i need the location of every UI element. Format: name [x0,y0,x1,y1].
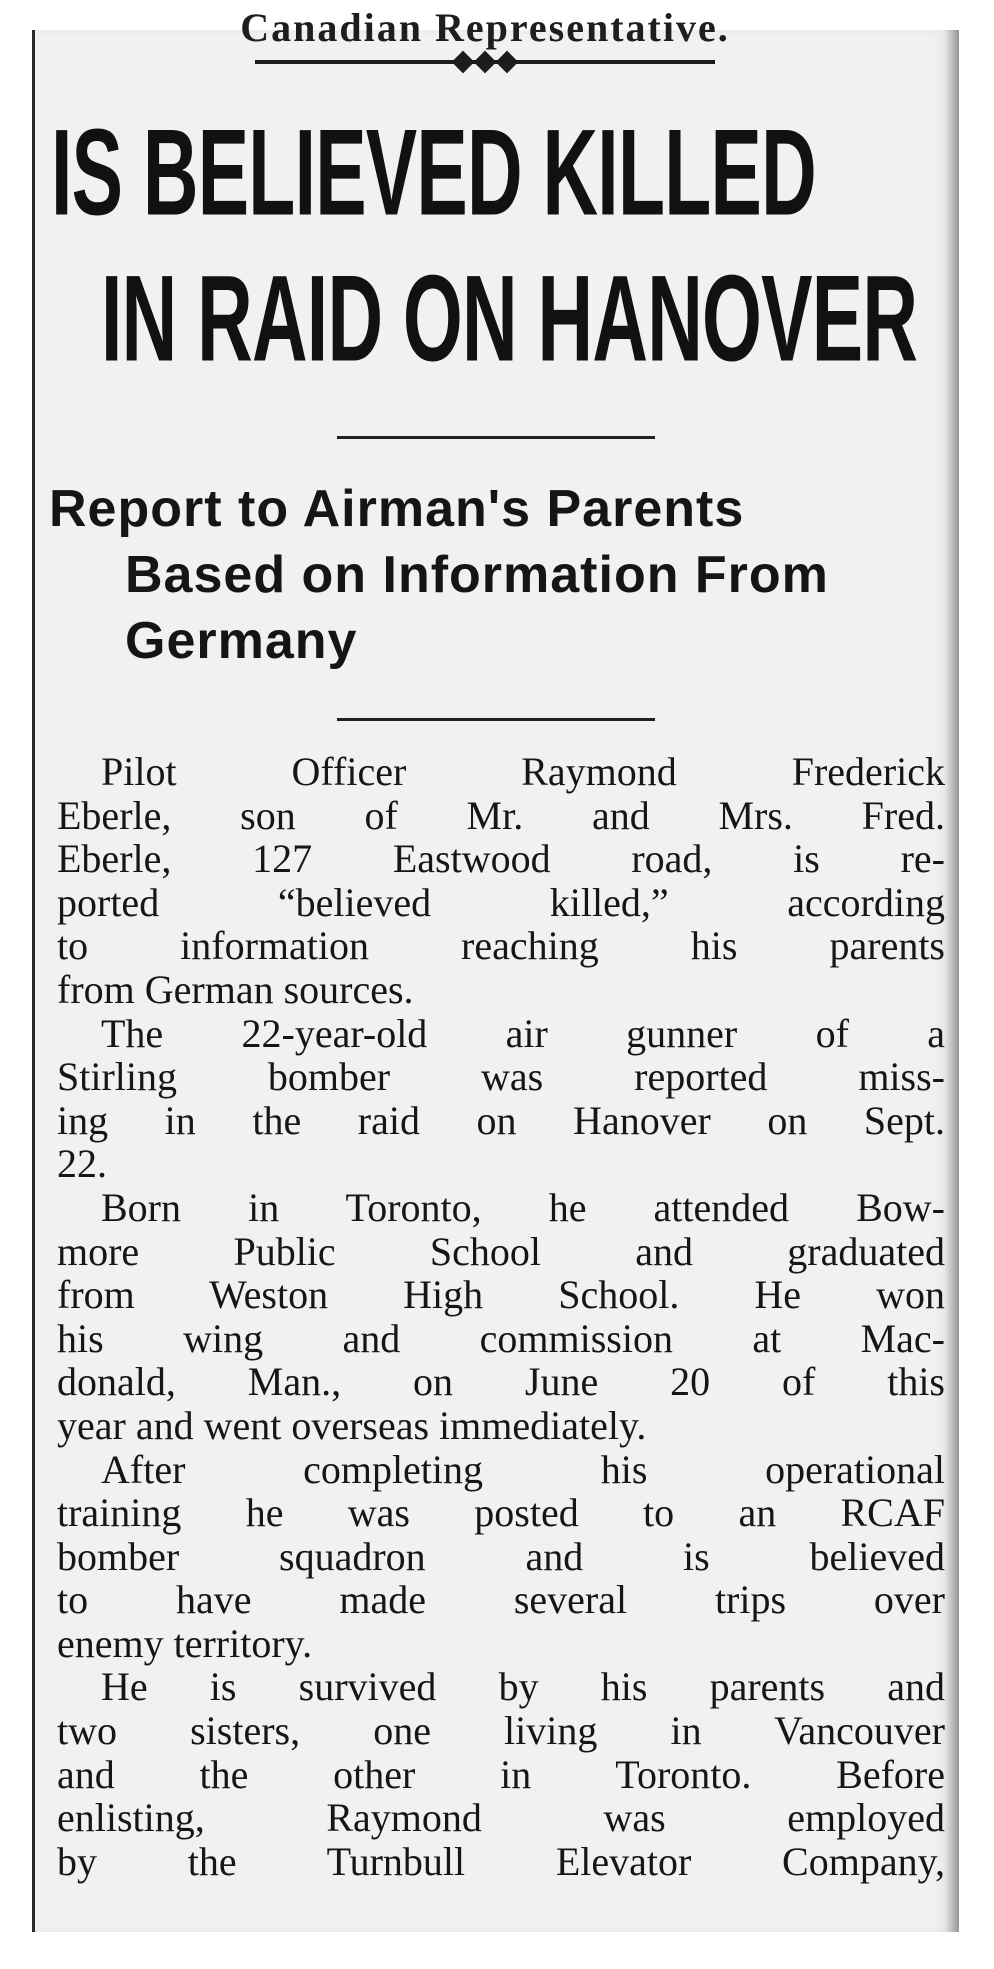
text-line: more Public School and graduated [57,1228,945,1274]
subheadline-line: Germany [125,612,358,670]
article-paragraph [57,1665,945,1883]
headline-line-1: IS BELIEVED KILLED [51,104,816,242]
text-line: ing in the raid on Hanover on Sept. [57,1097,945,1143]
text-line: to have made several trips over [57,1577,945,1623]
text-line: by the Turnbull Elevator Company, [57,1838,945,1884]
subheadline-line: Based on Information From [125,546,829,604]
text-line: Pilot Officer Raymond Frederick [101,749,945,794]
text-line: He is survived by his parents and [101,1664,945,1710]
text-line: from Weston High School. He won [57,1272,945,1318]
divider-rule [337,718,655,721]
subheadline-line: Report to Airman's Parents [49,480,745,538]
subheadline [49,476,949,674]
article-paragraph [57,1448,945,1666]
text-line: Eberle, son of Mr. and Mrs. Fred. [57,792,945,838]
article-paragraph [57,1186,945,1448]
text-line: bomber squadron and is believed [57,1533,945,1579]
text-line: ported “believed killed,” according [57,879,945,925]
article-paragraph [57,750,945,1012]
text-line: to information reaching his parents [57,923,945,969]
article-paragraph [57,1012,945,1186]
text-line: 22. [57,1141,107,1187]
text-line: enemy territory. [57,1620,313,1666]
article-body [57,750,945,1883]
text-line: two sisters, one living in Vancouver [57,1708,945,1754]
cut-off-previous-line: Canadian Representative. [240,5,730,50]
text-line: donald, Man., on June 20 of this [57,1359,945,1405]
headline-line-2: IN RAID ON HANOVER [101,250,918,388]
text-line: from German sources. [57,966,414,1012]
text-line: Eberle, 127 Eastwood road, is re- [57,836,945,882]
text-line: Stirling bomber was reported miss- [57,1054,945,1100]
diamond-ornament-icon [415,48,555,76]
text-line: Born in Toronto, he attended Bow- [101,1184,945,1230]
text-line: and the other in Toronto. Before [57,1751,945,1797]
newspaper-clipping [32,5,959,1932]
text-line: enlisting, Raymond was employed [57,1795,945,1841]
text-line: his wing and commission at Mac- [57,1315,945,1361]
text-line: training he was posted to an RCAF [57,1490,945,1536]
text-line: The 22-year-old air gunner of a [101,1010,945,1056]
divider-rule [337,436,655,439]
text-line: year and went overseas immediately. [57,1402,647,1448]
text-line: After completing his operational [101,1446,945,1492]
